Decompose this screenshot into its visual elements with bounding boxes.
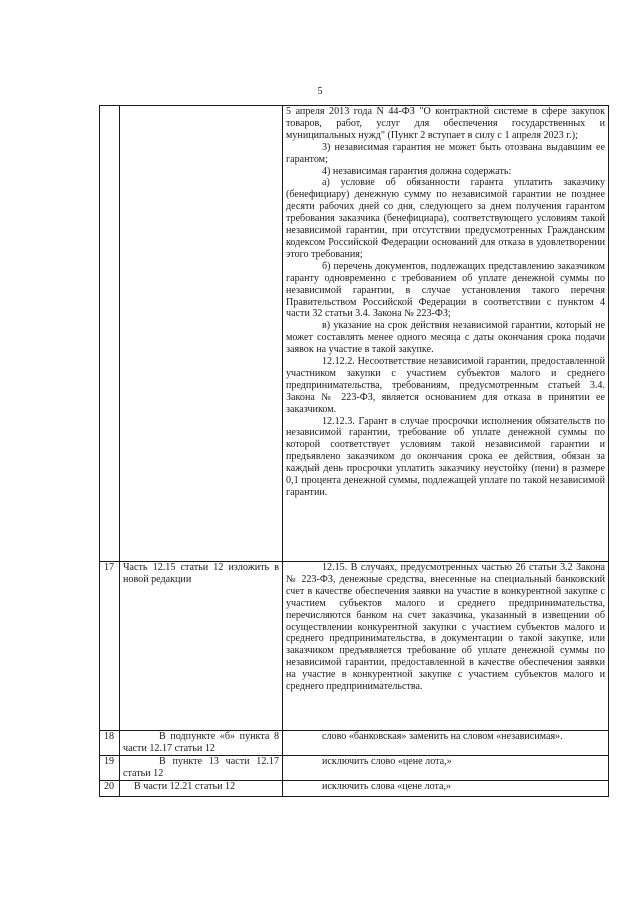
paragraph: а) условие об обязанности гаранта уплатить заказчику (бенефициару) денежную сумму по независимой гарантии не позднее десяти рабочих дней со дня, следующего за днем получения гарантом требования заказчика (бенефициара), соответствующего условиям такой независимой гарантии, при отсутствии предусмотренных Гражданским кодексом Российской Федерации оснований для отказа в удовлетворении этого требования; [286,177,605,260]
paragraph: б) перечень документов, подлежащих представлению заказчиком гаранту одновременно с требованием об уплате денежной суммы по независимой гарантии, в случае установления такого перечня Правительством Российской Федерации в соответствии с пунктом 4 части 32 статьи 3.4. Закона № 223-ФЗ; [286,260,605,320]
row-text [283,781,609,797]
paragraph: исключить слово «цене лота,» [322,756,452,767]
table-row [100,756,609,781]
table-row [100,106,609,562]
row-label [120,106,283,562]
table-row [100,781,609,797]
paragraph: в) указание на срок действия независимой гарантии, который не может составлять менее одного месяца с даты окончания срока подачи заявок на участие в такой закупке. [286,320,605,356]
page-number: 5 [317,86,323,97]
paragraph: 3) независимая гарантия не может быть отозвана выдавшим ее гарантом; [286,141,605,165]
paragraph: исключить слова «цене лота,» [322,781,452,792]
paragraph: 12.12.2. Несоответствие независимой гарантии, предоставленной участником закупки с участием субъектов малого и среднего предпринимательства, требованиям, предусмотренным статьей 3.4. Закона № 223-ФЗ, является основанием для отказа в принятии ее заказчиком. [286,356,605,415]
row-label: В пункте 13 части 12.17 статьи 12 [120,756,283,781]
row-number: 17 [100,562,120,731]
row-text [283,756,609,781]
paragraph: 12.12.3. Гарант в случае просрочки исполнения обязательств по независимой гарантии, требование об уплате денежной суммы по которой соответствует условиям такой независимой гарантии и предъявлено заказчиком до окончания срока ее действия, обязан за каждый день просрочки уплатить заказчику неустойку (пени) в размере 0,1 процента денежной суммы, подлежащей уплате по такой независимой гарантии. [286,415,605,498]
row-text [283,731,609,756]
table-row [100,731,609,756]
row-text [283,562,609,731]
row-number: 20 [100,781,120,797]
row-number: 19 [100,756,120,781]
paragraph: 4) независимая гарантия должна содержать: [322,165,512,177]
table-row [100,562,609,731]
amendments-table [99,105,609,797]
row-text [283,106,609,562]
row-number [100,106,120,562]
paragraph: 12.15. В случаях, предусмотренных частью 26 статьи 3.2 Закона № 223-ФЗ, денежные средства, внесенные на специальный банковский счет в качестве обеспечения заявки на участие в конкурентной закупке с участием субъектов малого и среднего предпринимательства, перечисляются банком на счет заказчика, указанный в извещении об осуществлении конкурентной закупки с участием субъектов малого и среднего предпринимательства, в документации о такой закупке, или заказчиком предъявляется требование об уплате денежной суммы по независимой гарантии, предоставленной в качестве обеспечения заявки на участие в конкурентной закупке с участием субъектов малого и среднего предпринимательства. [286,562,605,693]
row-label: Часть 12.15 статьи 12 изложить в новой редакции [120,562,283,731]
paragraph: слово «банковская» заменить на словом «независимая». [322,731,563,742]
row-label: В подпункте «б» пункта 8 части 12.17 статьи 12 [120,731,283,756]
row-number: 18 [100,731,120,756]
row-label: В части 12.21 статьи 12 [120,781,283,797]
paragraph: 5 апреля 2013 года N 44-ФЗ "О контрактной системе в сфере закупок товаров, работ, услуг для обеспечения государственных и муниципальных нужд" (Пункт 2 вступает в силу с 1 апреля 2023 г.); [286,106,605,141]
